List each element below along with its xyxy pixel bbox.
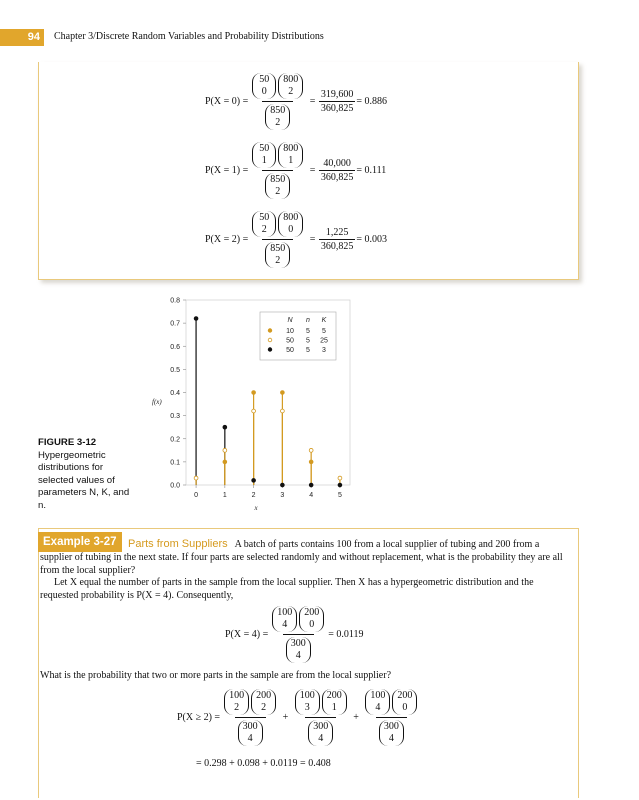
page-number: 94 xyxy=(0,29,44,46)
point-50-5-25 xyxy=(194,476,198,480)
x-tick-label: 5 xyxy=(337,492,342,499)
point-50-5-3 xyxy=(223,425,227,429)
y-tick-label: 0.1 xyxy=(170,459,180,467)
point-10-5-5 xyxy=(309,460,313,464)
y-tick-label: 0.3 xyxy=(170,413,180,421)
derivation-lhs: P(X = 2) = xyxy=(205,234,249,245)
y-tick-label: 0.6 xyxy=(170,343,180,351)
legend-value: 3 xyxy=(322,347,326,354)
derivation-lhs: P(X = 0) = xyxy=(205,96,249,107)
y-axis-label: f(x) xyxy=(152,398,162,407)
formula-p-x-ge-2: P(X ≥ 2) = 100 2 200 2 300 4 + 100 3 200 1 300 4 + 100 4 200 0 300 4 xyxy=(177,688,421,747)
formula-result-line: = 0.298 + 0.098 + 0.0119 = 0.408 xyxy=(196,758,331,769)
point-50-5-25 xyxy=(309,448,313,452)
point-50-5-25 xyxy=(223,448,227,452)
x-tick-label: 2 xyxy=(251,492,256,499)
derivation-row-2: P(X = 2) = 50 2 800 0 850 2 = $\frac{1,225}{360,825}$ = 0.003 xyxy=(205,210,387,269)
legend-value: 50 xyxy=(286,337,294,345)
point-50-5-25 xyxy=(252,409,256,413)
legend-value: 10 xyxy=(286,328,294,335)
derivation-lhs: P(X = 1) = xyxy=(205,165,249,176)
figure-caption xyxy=(38,437,138,513)
formula-p-x-eq-4: P(X = 4) = 100 4 200 0 300 4 = 0.0119 xyxy=(225,605,364,664)
point-10-5-5 xyxy=(280,391,284,395)
hypergeometric-chart xyxy=(150,290,370,522)
legend-value: 5 xyxy=(306,347,310,354)
point-50-5-3 xyxy=(338,483,342,487)
legend-value: 5 xyxy=(322,328,326,335)
point-50-5-3 xyxy=(194,317,198,321)
legend-header: n xyxy=(306,317,310,324)
legend-value: 50 xyxy=(286,347,294,354)
example-para1 xyxy=(40,538,573,577)
point-50-5-25 xyxy=(280,409,284,413)
legend-marker xyxy=(268,348,272,352)
legend-marker xyxy=(268,329,272,333)
point-50-5-3 xyxy=(252,478,256,482)
x-tick-label: 3 xyxy=(280,492,285,499)
running-title: Chapter 3/Discrete Random Variables and Probability Distributions xyxy=(54,31,324,42)
x-tick-label: 4 xyxy=(309,492,314,499)
y-tick-label: 0.2 xyxy=(170,436,180,444)
legend-header: N xyxy=(287,317,293,324)
x-tick-label: 1 xyxy=(222,492,227,499)
point-50-5-25 xyxy=(338,476,342,480)
x-axis-label: x xyxy=(254,504,258,512)
example-title: Parts from Suppliers xyxy=(128,538,228,550)
legend-value: 5 xyxy=(306,328,310,335)
legend-value: 5 xyxy=(306,337,310,345)
example-label: Example 3-27 xyxy=(38,532,122,552)
legend-marker xyxy=(268,338,272,342)
x-tick-label: 0 xyxy=(194,492,199,499)
legend-value: 25 xyxy=(320,337,328,345)
example-para2: Let X equal the number of parts in the sample from the local supplier. Then X has a hypergeometric distribution and the requested probability is P(X = 4). Consequently, xyxy=(40,577,534,601)
example-question: What is the probability that two or more parts in the sample are from the local supplier? xyxy=(40,670,392,681)
point-10-5-5 xyxy=(252,391,256,395)
example-para1-text: A batch of parts contains 100 from a local supplier of tubing and 200 from a supplier of tubing in the next state. If four parts are selected randomly and without replacement, what is the probability they are all from the local supplier? xyxy=(40,539,563,576)
figure-caption-text: Hypergeometric distributions for selected values of parameters N, K, and n. xyxy=(38,449,130,511)
point-50-5-3 xyxy=(309,483,313,487)
derivation-row-0: P(X = 0) = 50 0 800 2 850 2 = $\frac{319,600}{360,825}$ = 0.886 xyxy=(205,72,387,131)
derivation-row-1: P(X = 1) = 50 1 800 1 850 2 = $\frac{40,000}{360,825}$ = 0.111 xyxy=(205,141,386,200)
y-tick-label: 0.0 xyxy=(170,482,180,490)
legend-header: K xyxy=(321,317,327,324)
point-10-5-5 xyxy=(223,460,227,464)
y-tick-label: 0.8 xyxy=(170,297,180,305)
figure-number: FIGURE 3-12 xyxy=(38,437,97,448)
y-tick-label: 0.5 xyxy=(170,366,180,374)
y-tick-label: 0.7 xyxy=(170,320,180,328)
y-tick-label: 0.4 xyxy=(170,390,180,397)
point-50-5-3 xyxy=(280,483,284,487)
